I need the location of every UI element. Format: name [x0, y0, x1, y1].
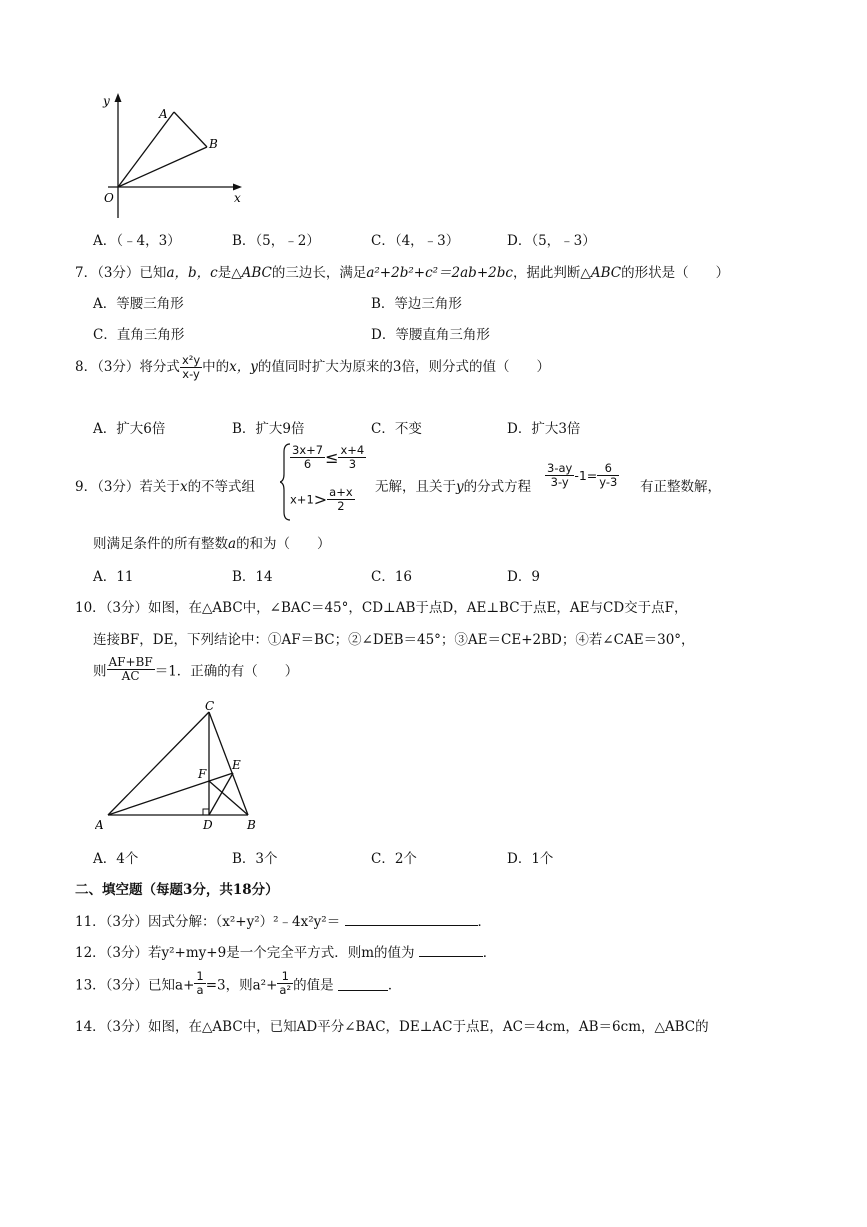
q8-option-a: A．扩大6倍 — [93, 421, 166, 437]
q7-stem: 7．（3分）已知a，b，c是△ABC的三边长，满足a²+2b²+c²＝2ab+2bc，据此判断△ABC的形状是（ ） — [75, 265, 730, 281]
q10-line1: 10．（3分）如图，在△ABC中，∠BAC＝45°，CD⊥AB于点D，AE⊥BC于点E，AE与CD交于点F， — [75, 600, 688, 616]
q10-option-b: B．3个 — [232, 851, 278, 867]
y-axis-label: y — [103, 94, 110, 108]
q14-stem: 14．（3分）如图，在△ABC中，已知AD平分∠BAC，DE⊥AC于点E，AC＝4cm，AB＝6cm，△ABC的 — [75, 1019, 709, 1035]
q9-stem-end: 无解，且关于y的分式方程 — [375, 479, 532, 495]
point-a-label: A — [159, 107, 168, 121]
q6-option-a: A．（﹣4，3） — [93, 233, 181, 249]
q8-option-d: D．扩大3倍 — [507, 421, 581, 437]
q6-option-b: B．（5，﹣2） — [232, 233, 320, 249]
q7-option-b: B．等边三角形 — [371, 296, 462, 312]
q9-option-a: A．11 — [93, 569, 134, 585]
q9-fractional-equation: $\frac{3-ay}{3-y}$ -1= $\frac{6}{y-3}$ — [547, 461, 618, 489]
q8-stem: 8．（3分）将分式 $\frac{\text{x²y}}{x-y}$ 中的x，y的值同时扩大为原来的3倍，则分式的值（ ） — [75, 353, 551, 381]
q7-option-a: A．等腰三角形 — [93, 296, 184, 312]
q11: 11．（3分）因式分解：（x²+y²）²﹣4x²y²＝ ． — [75, 914, 492, 930]
fig10-label-f: F — [198, 767, 207, 781]
q9-stem-start: 9．（3分）若关于x的不等式组 — [75, 479, 256, 495]
q6-option-c: C．（4，﹣3） — [371, 233, 460, 249]
q13: 13．（3分）已知a+ $\frac{1}{a}$ =3，则a²+ $\frac{1}{\text{a²}}$ 的值是 ． — [75, 969, 402, 997]
fig10-label-a: A — [95, 818, 104, 832]
fig10-label-d: D — [203, 818, 213, 832]
q7-option-c: C．直角三角形 — [93, 327, 185, 343]
q8-option-c: C．不变 — [371, 421, 422, 437]
q13-answer-blank[interactable] — [338, 977, 388, 991]
q10-line3: 则 $\frac{AF+BF}{AC}$ ＝1．正确的有（ ） — [93, 655, 299, 683]
q10-fraction: $\frac{AF+BF}{AC}$ — [108, 655, 153, 683]
q8-fraction: $\frac{\text{x²y}}{x-y}$ — [181, 353, 201, 381]
q11-answer-blank[interactable] — [345, 912, 478, 926]
x-axis-label: x — [234, 191, 241, 205]
q12-answer-blank[interactable] — [419, 943, 483, 957]
section-heading-fill-in: 二、填空题（每题3分，共18分） — [75, 882, 279, 898]
origin-label: O — [104, 191, 114, 205]
q6-option-d: D．（5，﹣3） — [507, 233, 596, 249]
fig10-label-c: C — [205, 699, 215, 713]
q9-inequality-system: $\frac{3x+7}{6}$ ≤ $\frac{x+4}{3}$ x+1> $\frac{a+x}{2}$ — [280, 442, 375, 522]
q10-line2: 连接BF，DE，下列结论中：①AF＝BC；②∠DEB＝45°；③AE＝CE+2BD；④若∠CAE＝30°， — [93, 632, 695, 648]
q10-option-c: C．2个 — [371, 851, 417, 867]
q9-option-d: D．9 — [507, 569, 540, 585]
q7-option-d: D．等腰直角三角形 — [371, 327, 490, 343]
figure-triangle-abc — [95, 695, 265, 835]
figure-coordinate-triangle — [90, 88, 250, 223]
q9-line2: 则满足条件的所有整数a的和为（ ） — [93, 536, 331, 552]
q9-option-c: C．16 — [371, 569, 413, 585]
fig10-label-e: E — [232, 758, 241, 772]
q8-option-b: B．扩大9倍 — [232, 421, 305, 437]
fig10-label-b: B — [247, 818, 256, 832]
q10-option-a: A．4个 — [93, 851, 139, 867]
q9-stem-tail: 有正整数解， — [640, 479, 721, 495]
q12: 12．（3分）若y²+my+9是一个完全平方式．则m的值为 ． — [75, 945, 497, 961]
point-b-label: B — [209, 137, 218, 151]
q10-option-d: D．1个 — [507, 851, 554, 867]
q9-option-b: B．14 — [232, 569, 273, 585]
